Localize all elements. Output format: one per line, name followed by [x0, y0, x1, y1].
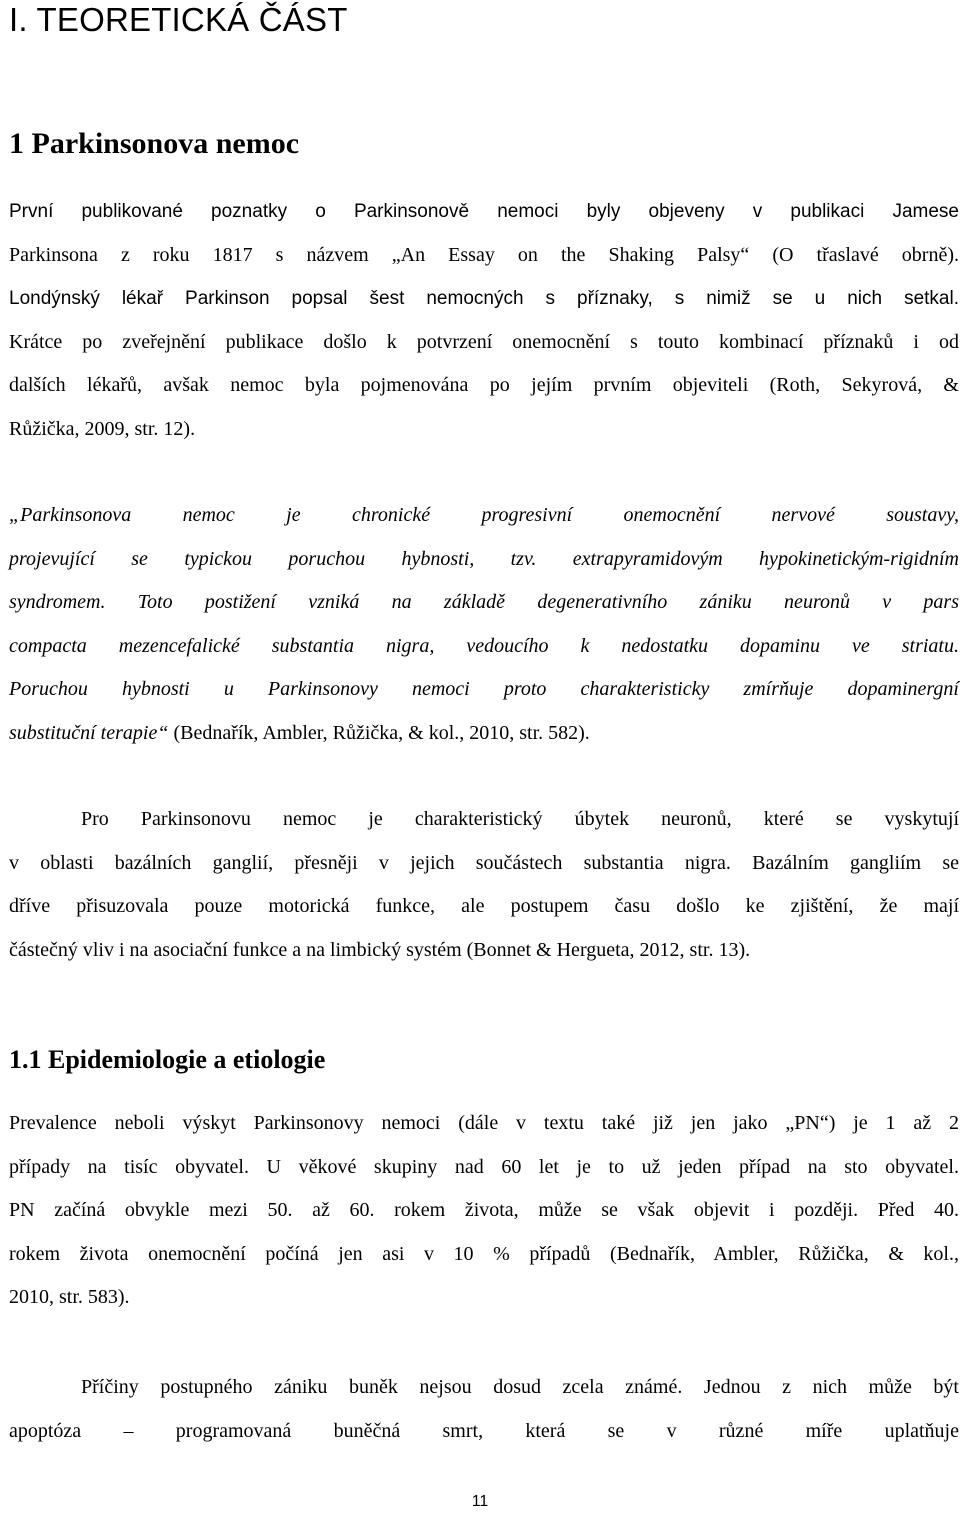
text-line: částečný vliv i na asociační funkce a na limbický systém (Bonnet & Hergueta, 2012, str. 13). [9, 938, 751, 961]
text-line: Příčiny postupného zániku buněk nejsou dosud zcela známé. Jednou z nich může být [81, 1376, 959, 1398]
paragraph-causes [9, 1366, 959, 1453]
citation: (Bednařík, Ambler, Růžička, & kol., 2010, str. 582). [168, 721, 590, 744]
text-line: Parkinsona z roku 1817 s názvem „An Essay on the Shaking Palsy“ (O třaslavé obrně). [9, 243, 959, 266]
text-line: Prevalence neboli výskyt Parkinsonovy nemoci (dále v textu také již jen jako „PN“) je 1 až 2 [9, 1112, 959, 1134]
text-line: rokem života onemocnění počíná jen asi v 10 % případů (Bednařík, Ambler, Růžička, & kol., [9, 1242, 959, 1265]
part-title: I. TEORETICKÁ ČÁST [9, 1, 348, 38]
text-line: Růžička, 2009, str. 12). [9, 417, 196, 440]
text-line: v oblasti bazálních ganglií, přesněji v jejich součástech substantia nigra. Bazálním gangliím se [9, 851, 959, 874]
quote-line: syndromem. Toto postižení vzniká na základě degenerativního zániku neuronů v pars [9, 591, 959, 614]
paragraph-basal-ganglia [9, 798, 959, 972]
quote-end-italic: substituční terapie“ [9, 721, 169, 744]
quote-line: projevující se typickou poruchou hybnosti, tzv. extrapyramidovým hypokinetickým-rigidním [9, 547, 959, 570]
text-line: Londýnský lékař Parkinson popsal šest nemocných s příznaky, s nimiž se u nich setkal. [9, 288, 959, 310]
quote-line: Poruchou hybnosti u Parkinsonovy nemoci proto charakteristicky zmírňuje dopaminergní [9, 678, 959, 701]
text-line: apoptóza – programovaná buněčná smrt, která se v různé míře uplatňuje [9, 1419, 959, 1442]
quote-line-last [9, 712, 959, 756]
chapter-title: 1 Parkinsonova nemoc [9, 127, 300, 160]
quote-line: „Parkinsonova nemoc je chronické progresivní onemocnění nervové soustavy, [9, 504, 959, 526]
text-line: 2010, str. 583). [9, 1286, 130, 1309]
section-title: 1.1 Epidemiologie a etiologie [9, 1045, 326, 1074]
text-line: případy na tisíc obyvatel. U věkové skupiny nad 60 let je to už jeden případ na sto obyvatel. [9, 1155, 959, 1178]
text-line: dalších lékařů, avšak nemoc byla pojmenována po jejím prvním objeviteli (Roth, Sekyrová, & [9, 374, 959, 397]
text-line: Krátce po zveřejnění publikace došlo k potvrzení onemocnění s touto kombinací příznaků i od [9, 330, 959, 353]
text-line: PN začíná obvykle mezi 50. až 60. rokem života, může se však objevit i později. Před 40. [9, 1199, 959, 1222]
paragraph-history [9, 190, 959, 452]
text-line: dříve přisuzovala pouze motorická funkce, ale postupem času došlo ke zjištění, že mají [9, 895, 959, 918]
paragraph-definition-quote [9, 494, 959, 756]
page-number: 11 [471, 1493, 489, 1510]
text-line: První publikované poznatky o Parkinsonově nemoci byly objeveny v publikaci Jamese [9, 201, 959, 222]
text-line: Pro Parkinsonovu nemoc je charakteristický úbytek neuronů, které se vyskytují [81, 808, 959, 830]
quote-line: compacta mezencefalické substantia nigra, vedoucího k nedostatku dopaminu ve striatu. [9, 634, 959, 657]
paragraph-prevalence [9, 1102, 959, 1320]
